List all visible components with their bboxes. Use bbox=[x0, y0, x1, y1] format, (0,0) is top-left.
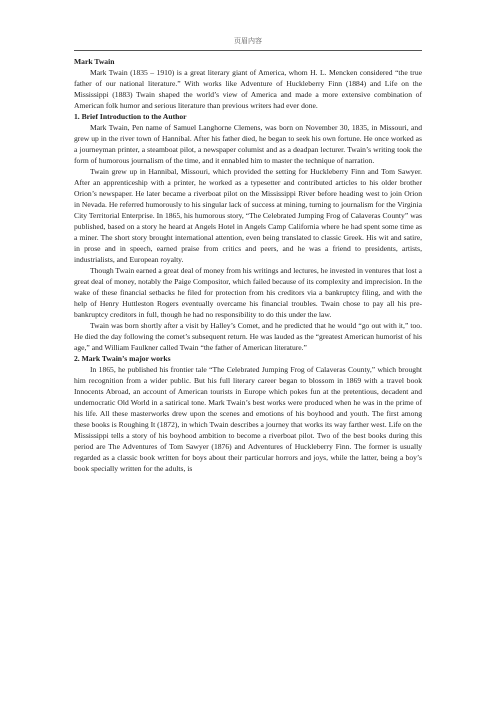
paragraph: Twain grew up in Hannibal, Missouri, which provided the setting for Huckleberry Finn and Tom Sawyer. After an apprenticeship with a printer, he worked as a typesetter and contributed articles to his older brother Orion’s newspaper. He later became a riverboat pilot on the Mississippi River before heading west to join Orion in Nevada. He referred humorously to his singular lack of success at mining, turning to journalism for the Virginia City Territorial Enterprise. In 1865, his humorous story, “The Celebrated Jumping Frog of Calaveras County” was published, based on a story he heard at Angels Hotel in Angels Camp California where he had spent some time as a miner. The short story brought international attention, even being translated to classic Greek. His wit and satire, in prose and in speech, earned praise from critics and peers, and he was a friend to presidents, artists, industrialists, and European royalty. bbox=[74, 167, 422, 264]
paragraph: Mark Twain, Pen name of Samuel Langhorne Clemens, was born on November 30, 1835, in Missouri, and grew up in the river town of Hannibal. After his father died, he began to seek his own fortune. He once worked as a journeyman printer, a steamboat pilot, a newspaper columist and as a deadpan lecturer. Twain’s writing took the form of humorous journalism of the time, and it ennabled him to master the technique of narration. bbox=[74, 123, 422, 165]
document-title: Mark Twain bbox=[74, 57, 115, 66]
paragraph: Twain was born shortly after a visit by Halley’s Comet, and he predicted that he would “go out with it,” too. He died the day following the comet’s subsequent return. He was lauded as the “greatest American humorist of his age,” and William Faulkner called Twain “the father of American literature.” bbox=[74, 321, 422, 352]
intro-paragraph: Mark Twain (1835 – 1910) is a great literary giant of America, whom H. L. Mencken considered “the true father of our national literature.” With works like Adventure of Huckleberry Finn (1884) and Life on the Mississippi (1883) Twain shaped the world’s view of America and made a more extensive combination of American folk humor and serious literature than previous writers had ever done. bbox=[74, 68, 422, 110]
paragraph: Though Twain earned a great deal of money from his writings and lectures, he invested in ventures that lost a great deal of money, notably the Paige Compositor, which failed because of its complexity and imprecision. In the wake of these financial setbacks he filed for protection from his creditors via a bankruptcy filing, and with the help of Henry Huttleston Rogers eventually overcame his financial troubles. Twain chose to pay all his pre-bankruptcy creditors in full, though he had no responsibility to do this under the law. bbox=[74, 266, 422, 319]
section-heading-introduction: 1. Brief Introduction to the Author bbox=[74, 112, 187, 121]
section-heading-major-works: 2. Mark Twain’s major works bbox=[74, 354, 171, 363]
paragraph: In 1865, he published his frontier tale “The Celebrated Jumping Frog of Calaveras County,” which brought him recognition from a wider public. But his full literary career began to blossom in 1869 with a travel book Innocents Abroad, an account of American tourists in Europe which pokes fun at the pretentious, decadent and undemocratic Old World in a satirical tone. Mark Twain’s best works were produced when he was in the prime of his life. All these masterworks drew upon the scenes and emotions of his boyhood and youth. The first among these books is Roughing It (1872), in which Twain describes a journey that works its way farther west. Life on the Mississippi tells a story of his boyhood ambition to become a riverboat pilot. Two of the best books during this period are The Adventures of Tom Sawyer (1876) and Adventures of Huckleberry Finn. The former is usually regarded as a classic book written for boys about their particular horrors and joys, while the latter, being a boy’s book specially written for the adults, is bbox=[74, 365, 422, 473]
document-body bbox=[74, 56, 422, 474]
header-divider bbox=[74, 50, 422, 51]
page-header: 页眉内容 bbox=[234, 37, 262, 45]
